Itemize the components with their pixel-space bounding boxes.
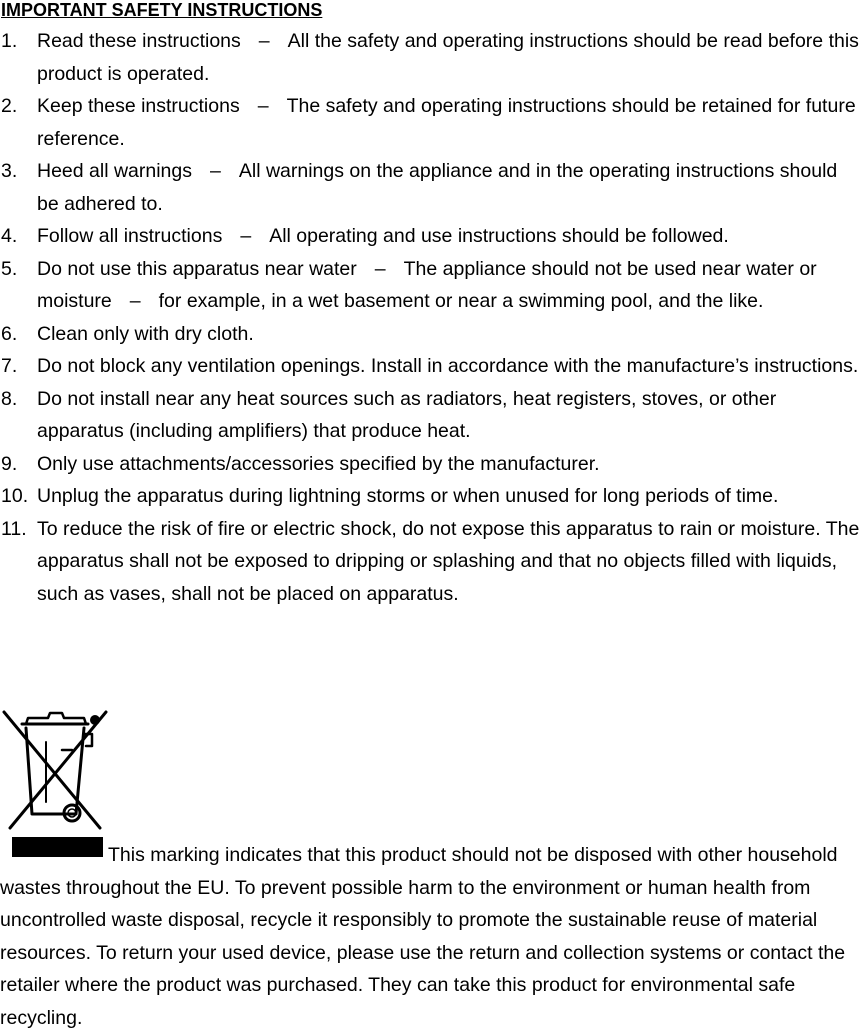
item-text: All operating and use instructions should be followed. xyxy=(269,225,729,247)
crossed-out-wheelie-bin-icon xyxy=(0,706,110,832)
item-number: 8. xyxy=(1,387,18,410)
item-number: 2. xyxy=(1,95,18,117)
instruction-item-4 xyxy=(0,220,864,253)
item-text: Do not block any ventilation openings. Install in accordance with the manufacture’s instructions. xyxy=(37,355,859,377)
item-text: The safety and operating instructions should be retained for future reference. xyxy=(37,95,856,150)
item-title: Keep these instructions xyxy=(37,95,240,117)
instruction-item-9 xyxy=(0,448,864,481)
instruction-item-7 xyxy=(0,350,864,383)
instruction-item-6 xyxy=(0,318,864,351)
instruction-item-1 xyxy=(0,25,864,90)
item-separator: – xyxy=(210,160,221,182)
instruction-item-3 xyxy=(0,155,864,220)
item-text: Unplug the apparatus during lightning storms or when unused for long periods of time. xyxy=(37,485,779,507)
item-title: Do not use this apparatus near water xyxy=(37,257,357,280)
instruction-item-5 xyxy=(0,253,864,318)
item-text: All warnings on the appliance and in the operating instructions should be adhered to. xyxy=(37,160,838,215)
item-number: 4. xyxy=(1,225,18,247)
item-title: Heed all warnings xyxy=(37,160,193,182)
item-number: 6. xyxy=(1,322,18,345)
instruction-item-8 xyxy=(0,383,864,448)
item-number: 5. xyxy=(1,257,18,280)
item-text: To reduce the risk of fire or electric shock, do not expose this apparatus to rain or moisture. The apparatus shall not be exposed to dripping or splashing and that no objects filled with liquids, such as vases, shall not be placed on apparatus. xyxy=(37,517,860,605)
item-separator: – xyxy=(257,95,269,117)
item-text: Only use attachments/accessories specified by the manufacturer. xyxy=(37,452,600,475)
item-number: 10. xyxy=(1,485,29,507)
instruction-list xyxy=(0,25,864,610)
item-separator: – xyxy=(240,225,252,247)
item-text: Clean only with dry cloth. xyxy=(37,322,254,345)
item-text: Do not install near any heat sources such as radiators, heat registers, stoves, or other apparatus (including amplifiers) that produce heat. xyxy=(37,387,777,442)
item-title: Follow all instructions xyxy=(37,225,223,247)
item-title: Read these instructions xyxy=(37,30,241,52)
item-separator-2: – xyxy=(129,290,141,312)
item-number: 7. xyxy=(1,355,18,377)
item-text: All the safety and operating instructions should be read before this product is operated. xyxy=(37,30,859,85)
instruction-item-2 xyxy=(0,90,864,155)
item-number: 3. xyxy=(1,160,18,182)
instruction-item-10 xyxy=(0,480,864,513)
item-text-2: for example, in a wet basement or near a swimming pool, and the like. xyxy=(158,290,764,312)
safety-heading: IMPORTANT SAFETY INSTRUCTIONS xyxy=(1,0,323,20)
item-text: The appliance should not be used near water or moisture xyxy=(37,257,817,312)
item-number: 1. xyxy=(1,30,18,52)
item-separator: – xyxy=(258,30,270,52)
item-number: 9. xyxy=(1,452,18,475)
weee-disposal-text: This marking indicates that this product should not be disposed with other household wastes throughout the EU. To prevent possible harm to the environment or human health from uncontrolled waste disposal, recycle it responsibly to promote the sustainable reuse of material resources. To return your used device, please use the return and collection systems or contact the retailer where the product was purchased. They can take this product for environmental safe recycling. xyxy=(0,844,846,1029)
instruction-item-11 xyxy=(0,513,864,611)
item-separator: – xyxy=(374,257,386,280)
item-number: 11. xyxy=(1,517,27,540)
